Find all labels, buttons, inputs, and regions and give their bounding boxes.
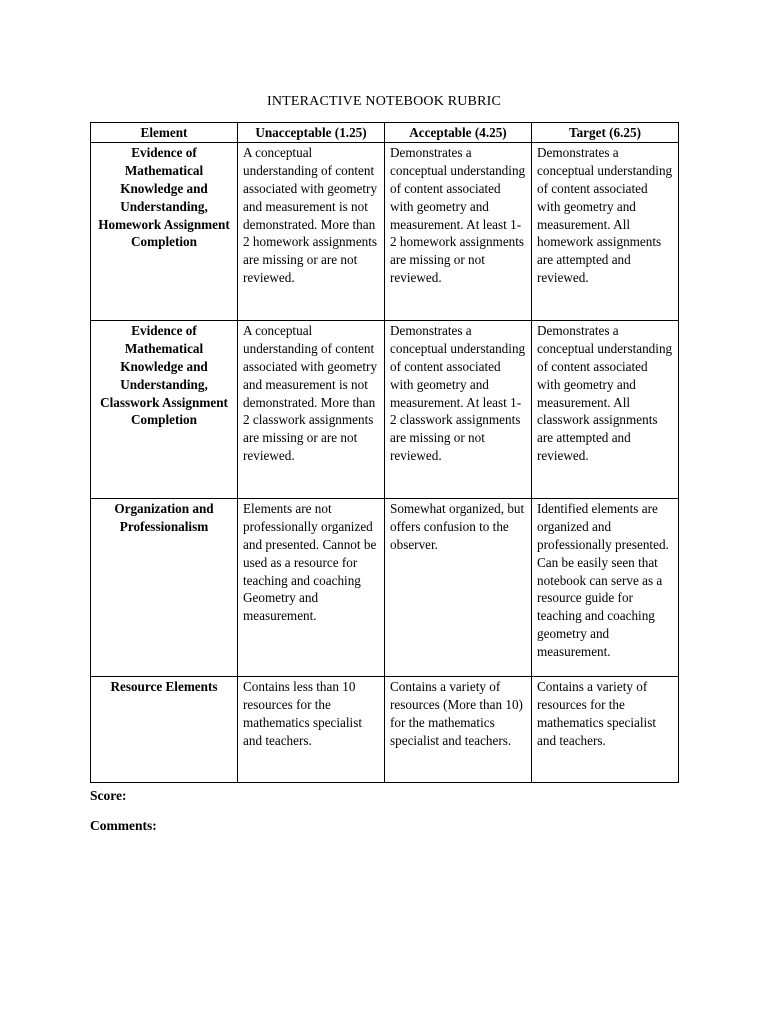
acceptable-cell: Contains a variety of resources (More than 10) for the mathematics specialist and teachers.	[385, 676, 532, 782]
target-cell: Demonstrates a conceptual understanding of content associated with geometry and measurement. All classwork assignments are attempted and reviewed.	[532, 320, 679, 498]
acceptable-cell: Demonstrates a conceptual understanding of content associated with geometry and measurement. At least 1-2 homework assignments are missing or not reviewed.	[385, 142, 532, 320]
table-row	[91, 142, 679, 320]
element-cell: Evidence of Mathematical Knowledge and Understanding, Classwork Assignment Completion	[91, 320, 238, 498]
element-cell: Resource Elements	[91, 676, 238, 782]
table-row	[91, 320, 679, 498]
header-element: Element	[91, 123, 238, 143]
unacceptable-cell: A conceptual understanding of content associated with geometry and measurement is not demonstrated. More than 2 homework assignments are missing or are not reviewed.	[238, 142, 385, 320]
score-label: Score:	[90, 788, 127, 803]
target-cell: Contains a variety of resources for the mathematics specialist and teachers.	[532, 676, 679, 782]
acceptable-cell: Somewhat organized, but offers confusion to the observer.	[385, 498, 532, 676]
target-cell: Demonstrates a conceptual understanding of content associated with geometry and measurement. All homework assignments are attempted and reviewed.	[532, 142, 679, 320]
table-row	[91, 676, 679, 782]
header-row	[91, 123, 679, 143]
header-unacceptable: Unacceptable (1.25)	[238, 123, 385, 143]
unacceptable-cell: Contains less than 10 resources for the mathematics specialist and teachers.	[238, 676, 385, 782]
unacceptable-cell: Elements are not professionally organized and presented. Cannot be used as a resource for teaching and coaching Geometry and measurement.	[238, 498, 385, 676]
header-acceptable: Acceptable (4.25)	[385, 123, 532, 143]
table-row	[91, 498, 679, 676]
unacceptable-cell: A conceptual understanding of content associated with geometry and measurement is not demonstrated. More than 2 classwork assignments are missing or are not reviewed.	[238, 320, 385, 498]
element-cell: Evidence of Mathematical Knowledge and Understanding, Homework Assignment Completion	[91, 142, 238, 320]
target-cell: Identified elements are organized and professionally presented. Can be easily seen that notebook can serve as a resource guide for teaching and coaching geometry and measurement.	[532, 498, 679, 676]
rubric-table	[90, 122, 679, 783]
acceptable-cell: Demonstrates a conceptual understanding of content associated with geometry and measurement. At least 1-2 classwork assignments are missing or not reviewed.	[385, 320, 532, 498]
element-cell: Organization and Professionalism	[91, 498, 238, 676]
comments-label: Comments:	[90, 818, 157, 833]
page-title: INTERACTIVE NOTEBOOK RUBRIC	[266, 94, 502, 109]
header-target: Target (6.25)	[532, 123, 679, 143]
